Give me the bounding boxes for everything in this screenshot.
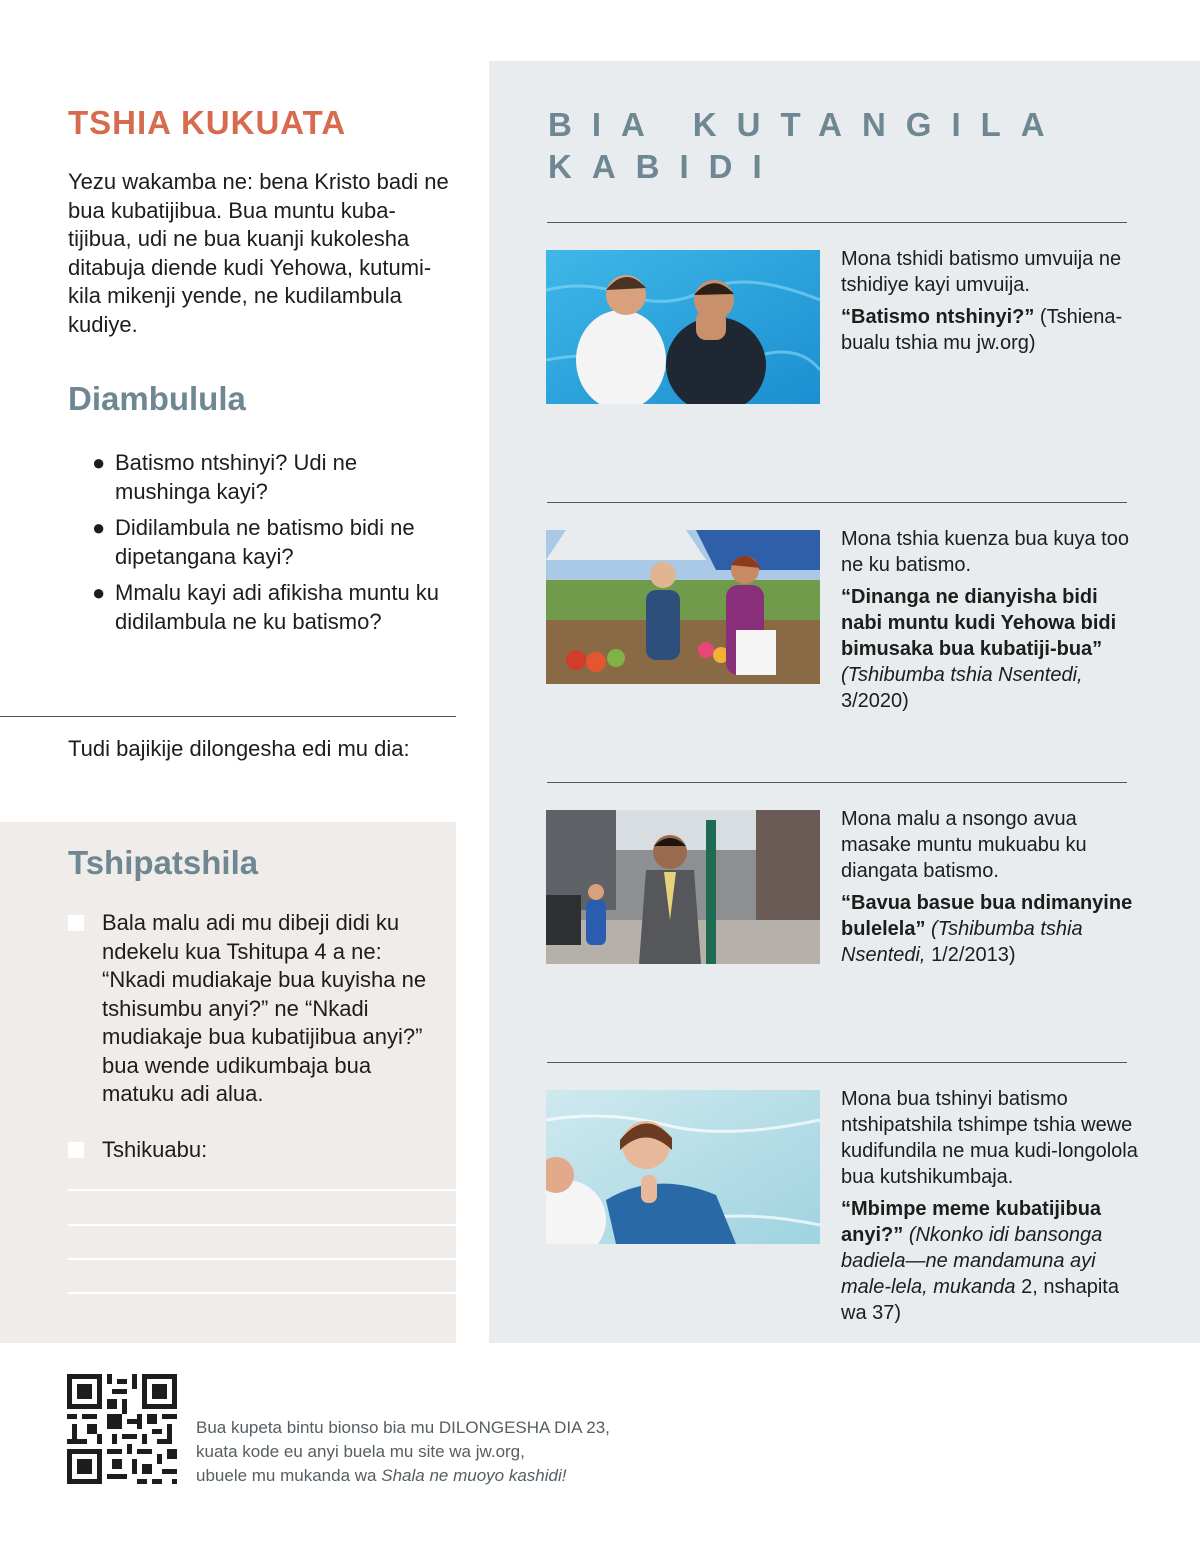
reading-entry <box>841 1086 1141 1326</box>
list-item <box>92 579 442 636</box>
entry-reference[interactable] <box>841 890 1141 968</box>
review-question: Didilambula ne batismo bidi ne dipetangana kayi? <box>115 515 415 569</box>
footer-note <box>196 1416 610 1488</box>
practice-heading: Tshipatshila <box>68 844 259 881</box>
reference-date: 1/2/2013) <box>931 944 1016 966</box>
entry-description: Mona tshia kuenza bua kuya too ne ku batismo. <box>841 528 1129 576</box>
footer-line: ubuele mu mukanda wa <box>196 1466 377 1485</box>
footer-book-title[interactable]: Shala ne muoyo kashidi! <box>381 1466 567 1485</box>
write-in-line[interactable] <box>68 1189 456 1191</box>
practice-item-other[interactable] <box>68 1136 428 1165</box>
practice-item-text: Bala malu adi mu dibeji didi ku ndekelu kua Tshitupa 4 a ne: “Nkadi mudiakaje bua kuyisha ne tshisumbu anyi?” ne “Nkadi mudiakaje bua kubatijibua anyi?” bua wende udikumbaja bua matuku adi alua. <box>102 910 427 1106</box>
entry-description: Mona bua tshinyi batismo ntshipatshila tshimpe tshia wewe kudifundila ne mua kudi-longolola bua kutshikumbaja. <box>841 1088 1138 1188</box>
review-heading: Diambulula <box>68 380 246 417</box>
practice-item-text: Tshikuabu: <box>102 1137 208 1162</box>
divider <box>0 716 456 717</box>
review-question: Batismo ntshinyi? Udi ne mushinga kayi? <box>115 450 358 504</box>
reference-source: (Tshiena-bualu tshia mu jw.org) <box>841 306 1123 354</box>
reading-entry <box>841 246 1141 356</box>
footer-line: kuata kode eu anyi buela mu site wa jw.org, <box>196 1442 525 1461</box>
divider <box>547 782 1127 783</box>
reading-entry <box>841 806 1141 968</box>
reference-date: 3/2020) <box>841 690 909 712</box>
practice-item[interactable] <box>68 909 428 1109</box>
divider <box>547 502 1127 503</box>
young-woman-baptized-photo <box>546 1090 820 1244</box>
reading-entry <box>841 526 1141 714</box>
checkbox[interactable] <box>68 915 84 931</box>
write-in-line[interactable] <box>68 1292 456 1294</box>
list-item <box>92 514 442 571</box>
reference-publication: (Tshibumba tshia Nsentedi, <box>841 664 1083 686</box>
list-item <box>92 449 442 506</box>
footer-line: Bua kupeta bintu bionso bia mu DILONGESHA DIA 23, <box>196 1418 610 1437</box>
practice-box <box>0 822 456 1343</box>
bullet-icon: ● <box>92 515 106 540</box>
reference-chapter: 2, nshapita wa 37) <box>841 1276 1119 1324</box>
title-line: KABIDI <box>548 148 782 185</box>
qr-code-icon[interactable] <box>67 1374 177 1484</box>
checkbox[interactable] <box>68 1142 84 1158</box>
reference-title[interactable]: “Bavua basue bua ndimanyine bulelela” <box>841 892 1133 940</box>
man-on-city-street-photo <box>546 810 820 964</box>
reference-title[interactable]: “Mbimpe meme kubatijibua anyi?” <box>841 1198 1102 1246</box>
write-in-line[interactable] <box>68 1258 456 1260</box>
baptism-in-pool-photo <box>546 250 820 404</box>
review-question: Mmalu kayi adi afikisha muntu ku didilambula ne ku batismo? <box>115 580 440 634</box>
write-in-line[interactable] <box>68 1224 456 1226</box>
reference-title[interactable]: “Batismo ntshinyi?” <box>841 306 1035 328</box>
divider <box>547 222 1127 223</box>
entry-description: Mona malu a nsongo avua masake muntu mukuabu ku diangata batismo. <box>841 808 1087 882</box>
entry-description: Mona tshidi batismo umvuija ne tshidiye kayi umvuija. <box>841 248 1122 296</box>
reference-publication: (Tshibumba tshia Nsentedi, <box>841 918 1083 966</box>
reference-title[interactable]: “Dinanga ne dianyisha bidi nabi muntu kudi Yehowa bidi bimusaka bua kubatiji-bua” <box>841 586 1117 660</box>
further-reading-title <box>548 104 1065 188</box>
entry-reference[interactable] <box>841 1196 1141 1326</box>
intro-paragraph: Yezu wakamba ne: bena Kristo badi ne bua kubatijibua. Bua muntu kuba-tijibua, udi ne bua kuanji kukolesha ditabuja diende kudi Yehowa, kutumi-kila mikenji yende, ne kudilambula kudiye. <box>68 169 449 337</box>
entry-reference[interactable] <box>841 584 1141 714</box>
entry-reference[interactable] <box>841 304 1141 356</box>
section-title: TSHIA KUKUATA <box>68 104 347 141</box>
progress-prompt: Tudi bajikije dilongesha edi mu dia: <box>68 736 410 761</box>
bullet-icon: ● <box>92 580 106 605</box>
title-line: BIA KUTANGILA <box>548 106 1065 143</box>
bullet-icon: ● <box>92 450 106 475</box>
review-question-list <box>92 449 442 644</box>
divider <box>547 1062 1127 1063</box>
outdoor-market-photo <box>546 530 820 684</box>
reference-publication: (Nkonko idi bansonga badiela—ne mandamuna ayi male-lela, mukanda <box>841 1224 1103 1298</box>
